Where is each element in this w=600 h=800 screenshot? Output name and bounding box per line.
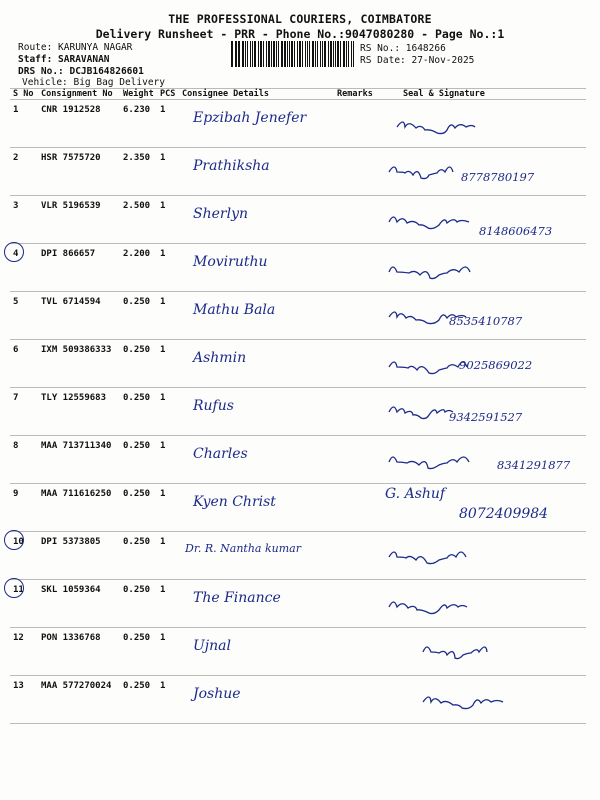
weight-cell [120,388,157,436]
consignment-cell-text: HSR 7575720 [41,153,101,163]
table-row [10,436,586,484]
weight-cell-text: 6.230 [123,105,151,115]
sno-cell [10,148,38,196]
sno-cell [10,100,38,148]
consignment-cell-text: MAA 577270024 [41,681,112,691]
weight-cell-text: 0.250 [123,345,151,355]
consignee-cell [179,436,334,484]
sno-cell-text: 1 [13,105,19,115]
pcs-cell-text: 1 [160,105,166,115]
sno-cell [10,484,38,532]
runsheet-subtitle: Delivery Runsheet - PRR - Phone No.:9047080280 - Page No.:1 [95,27,505,41]
remarks-cell [334,580,379,628]
pcs-cell [157,100,179,148]
sno-cell-text: 12 [13,633,24,643]
pcs-cell-text: 1 [160,441,166,451]
consignee-cell [179,196,334,244]
weight-cell-text: 0.250 [123,633,151,643]
seal-signature-cell [379,292,586,340]
consignment-cell-text: CNR 1912528 [41,105,101,115]
seal-signature-cell [379,100,586,148]
pcs-cell [157,388,179,436]
pcs-cell [157,676,179,724]
remarks-cell [334,484,379,532]
weight-cell [120,628,157,676]
remarks-cell [334,532,379,580]
remarks-cell [334,100,379,148]
table-row [10,388,586,436]
weight-cell [120,436,157,484]
sno-cell-text: 11 [13,585,24,595]
consignee-handwritten-name: Rufus [193,398,234,414]
consignee-cell [179,340,334,388]
consignment-cell [38,532,120,580]
weight-cell [120,676,157,724]
pcs-cell [157,244,179,292]
pcs-cell [157,148,179,196]
recipient-phone-handwritten: 9025869022 [459,358,533,372]
consignment-cell [38,244,120,292]
pcs-cell-text: 1 [160,489,166,499]
pcs-cell-text: 1 [160,537,166,547]
barcode [231,41,355,67]
table-row [10,532,586,580]
weight-cell-text: 2.200 [123,249,151,259]
consignment-cell [38,388,120,436]
sno-cell [10,292,38,340]
table-row [10,196,586,244]
consignee-handwritten-name: The Finance [193,590,281,606]
consignment-cell-text: PON 1336768 [41,633,101,643]
consignment-cell-text: TLY 12559683 [41,393,107,403]
table-row [10,676,586,724]
sno-cell [10,628,38,676]
pcs-cell-text: 1 [160,249,166,259]
pcs-cell-text: 1 [160,153,166,163]
weight-cell [120,532,157,580]
consignment-cell-text: SKL 1059364 [41,585,101,595]
sno-cell [10,532,38,580]
table-row [10,580,586,628]
sno-cell-text: 4 [13,249,19,259]
consignee-handwritten-name: Dr. R. Nantha kumar [185,542,301,555]
consignment-cell-text: MAA 713711340 [41,441,112,451]
seal-signature-cell [379,196,586,244]
signature-scribble [419,634,509,664]
weight-cell-text: 0.250 [123,681,151,691]
seal-signature-cell [379,676,586,724]
consignee-cell [179,148,334,196]
col-consignment: Consignment No [38,89,120,100]
seal-signature-cell [379,244,586,292]
seal-signature-cell [379,340,586,388]
pcs-cell-text: 1 [160,681,166,691]
consignee-handwritten-name: Prathiksha [193,158,270,174]
sno-cell-text: 9 [13,489,19,499]
col-weight: Weight [120,89,157,100]
consignment-cell [38,148,120,196]
consignment-cell-text: VLR 5196539 [41,201,101,211]
sno-cell-text: 10 [13,537,24,547]
table-row [10,292,586,340]
pcs-cell [157,628,179,676]
sno-cell [10,196,38,244]
pcs-cell-text: 1 [160,201,166,211]
remarks-cell [334,244,379,292]
consignee-handwritten-name: Ashmin [193,350,247,366]
consignment-cell [38,100,120,148]
table-row [10,340,586,388]
consignment-cell-text: DPI 5373805 [41,537,101,547]
consignment-cell [38,292,120,340]
consignee-handwritten-name: Joshue [193,686,241,702]
rs-date: RS Date: 27-Nov-2025 [360,55,475,66]
remarks-cell [334,628,379,676]
weight-cell [120,244,157,292]
table-row [10,628,586,676]
weight-cell [120,148,157,196]
sno-cell [10,676,38,724]
consignment-cell-text: TVL 6714594 [41,297,101,307]
seal-signature-cell [379,484,586,532]
recipient-phone-handwritten: 8072409984 [459,506,549,522]
pcs-cell-text: 1 [160,585,166,595]
seal-signature-cell [379,628,586,676]
pcs-cell-text: 1 [160,345,166,355]
pcs-cell-text: 1 [160,297,166,307]
seal-signature-cell [379,436,586,484]
pcs-cell [157,340,179,388]
seal-signature-cell [379,148,586,196]
consignment-cell [38,340,120,388]
recipient-phone-handwritten: 9342591527 [449,410,523,424]
consignee-cell [179,628,334,676]
consignee-cell [179,100,334,148]
sno-cell-text: 5 [13,297,19,307]
consignment-cell-text: IXM 509386333 [41,345,112,355]
consignee-cell [179,388,334,436]
pcs-cell [157,484,179,532]
sno-cell-text: 6 [13,345,19,355]
consignee-handwritten-name: Kyen Christ [193,494,276,510]
seal-signature-cell [379,580,586,628]
table-row [10,484,586,532]
remarks-cell [334,388,379,436]
col-consignee: Consignee Details [179,89,334,100]
table-row [10,100,586,148]
consignee-cell [179,532,334,580]
company-title: THE PROFESSIONAL COURIERS, COIMBATORE [168,12,432,26]
consignee-handwritten-name: Sherlyn [193,206,248,222]
sno-cell [10,340,38,388]
signature-scribble [385,250,475,280]
pcs-cell [157,532,179,580]
sno-cell-text: 3 [13,201,19,211]
weight-cell-text: 2.350 [123,153,151,163]
remarks-cell [334,436,379,484]
remarks-cell [334,148,379,196]
consignee-handwritten-name: Moviruthu [193,254,268,270]
consignment-cell [38,436,120,484]
consignment-cell [38,676,120,724]
sno-cell [10,436,38,484]
consignee-handwritten-name: Epzibah Jenefer [193,110,307,126]
table-row [10,148,586,196]
seal-signature-cell [379,532,586,580]
weight-cell [120,340,157,388]
weight-cell-text: 0.250 [123,585,151,595]
recipient-phone-handwritten: 8778780197 [461,170,535,184]
consignee-handwritten-name: Ujnal [193,638,231,654]
remarks-cell [334,340,379,388]
weight-cell-text: 0.250 [123,297,151,307]
weight-cell-text: 0.250 [123,393,151,403]
pcs-cell [157,292,179,340]
pcs-cell [157,436,179,484]
signature-scribble [385,202,475,232]
sno-cell [10,580,38,628]
runsheet-table [10,88,586,724]
consignee-handwritten-name: Mathu Bala [193,302,276,318]
consignee-handwritten-name: Charles [193,446,248,462]
remarks-cell [334,292,379,340]
pcs-cell-text: 1 [160,633,166,643]
consignee-cell [179,676,334,724]
weight-cell [120,292,157,340]
col-remarks: Remarks [334,89,379,100]
seal-signature-cell [379,388,586,436]
pcs-cell [157,580,179,628]
consignee-cell [179,580,334,628]
sno-cell [10,244,38,292]
weight-cell [120,196,157,244]
col-sno: S No [10,89,38,100]
consignment-cell [38,580,120,628]
sno-cell-text: 8 [13,441,19,451]
signature-scribble [419,682,509,712]
recipient-phone-handwritten: 8341291877 [497,458,571,472]
signature-handwritten-name: G. Ashuf [385,486,446,502]
weight-cell [120,484,157,532]
sno-circle-mark [4,530,24,550]
weight-cell-text: 0.250 [123,489,151,499]
sno-cell [10,388,38,436]
consignment-cell-text: MAA 711616250 [41,489,112,499]
consignment-cell-text: DPI 866657 [41,249,96,259]
col-pcs: PCS [157,89,179,100]
weight-cell [120,580,157,628]
route-label: Route: KARUNYA NAGAR [18,42,133,53]
pcs-cell-text: 1 [160,393,166,403]
consignee-cell [179,292,334,340]
staff-label: Staff: SARAVANAN [18,54,110,65]
consignment-cell [38,628,120,676]
sno-cell-text: 2 [13,153,19,163]
remarks-cell [334,196,379,244]
col-seal: Seal & Signature [379,89,586,100]
sno-circle-mark [4,242,24,262]
signature-scribble [393,106,483,136]
signature-scribble [385,586,475,616]
consignee-cell [179,244,334,292]
vehicle-label: Vehicle: Big Bag Delivery [22,77,165,88]
consignment-cell [38,196,120,244]
weight-cell [120,100,157,148]
signature-scribble [385,442,475,472]
table-row [10,244,586,292]
recipient-phone-handwritten: 8535410787 [449,314,523,328]
sno-cell-text: 13 [13,681,24,691]
signature-scribble [385,538,475,568]
sno-circle-mark [4,578,24,598]
pcs-cell [157,196,179,244]
consignment-cell [38,484,120,532]
remarks-cell [334,676,379,724]
sno-cell-text: 7 [13,393,19,403]
rs-number: RS No.: 1648266 [360,43,446,54]
weight-cell-text: 0.250 [123,537,151,547]
consignee-cell [179,484,334,532]
weight-cell-text: 2.500 [123,201,151,211]
table-header-row [10,89,586,100]
recipient-phone-handwritten: 8148606473 [479,224,553,238]
weight-cell-text: 0.250 [123,441,151,451]
drs-number: DRS No.: DCJB164826601 [18,66,144,77]
